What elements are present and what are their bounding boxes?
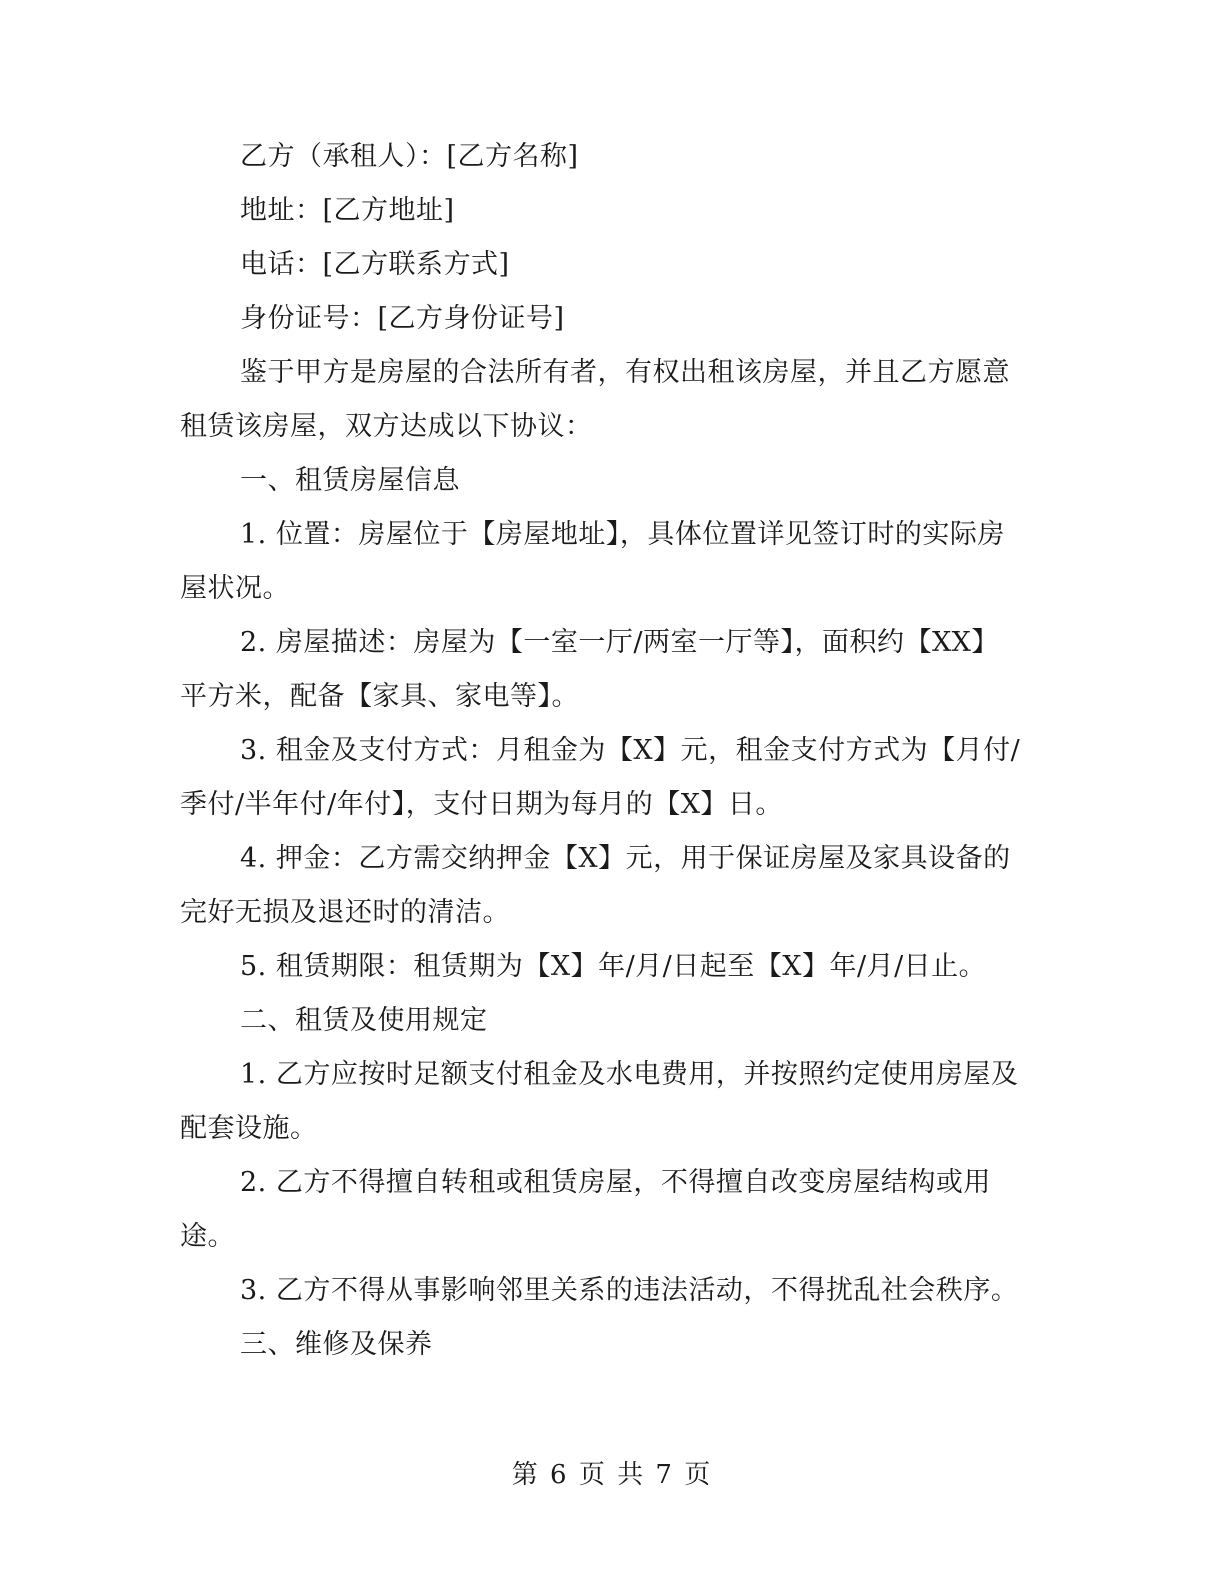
text-line: 乙方（承租人）：[乙方名称] — [240, 141, 579, 172]
text-line: 1. 位置：房屋位于【房屋地址】，具体位置详见签订时的实际房 — [240, 519, 1005, 550]
text-line: 二、租赁及使用规定 — [240, 1005, 488, 1036]
document-body — [180, 130, 1040, 1372]
text-line: 一、租赁房屋信息 — [240, 465, 460, 496]
text-line: 鉴于甲方是房屋的合法所有者，有权出租该房屋，并且乙方愿意 — [240, 357, 1010, 388]
text-line: 配套设施。 — [180, 1113, 318, 1144]
text-line: 3. 乙方不得从事影响邻里关系的违法活动，不得扰乱社会秩序。 — [240, 1275, 1019, 1306]
text-line: 途。 — [180, 1221, 235, 1252]
text-line: 完好无损及退还时的清洁。 — [180, 897, 510, 928]
text-line: 4. 押金：乙方需交纳押金【X】元，用于保证房屋及家具设备的 — [240, 843, 1011, 874]
text-line: 2. 房屋描述：房屋为【一室一厅/两室一厅等】，面积约【XX】 — [240, 627, 999, 658]
text-line: 电话：[乙方联系方式] — [240, 249, 510, 280]
text-line: 1. 乙方应按时足额支付租金及水电费用，并按照约定使用房屋及 — [240, 1059, 1019, 1090]
text-line: 3. 租金及支付方式：月租金为【X】元，租金支付方式为【月付/ — [240, 735, 1021, 766]
text-line: 2. 乙方不得擅自转租或租赁房屋，不得擅自改变房屋结构或用 — [240, 1167, 991, 1198]
text-line: 身份证号：[乙方身份证号] — [240, 303, 565, 334]
text-line: 5. 租赁期限：租赁期为【X】年/月/日起至【X】年/月/日止。 — [240, 951, 987, 982]
text-line: 三、维修及保养 — [240, 1329, 433, 1360]
text-line: 租赁该房屋，双方达成以下协议： — [180, 411, 593, 442]
page-number-footer: 第 6 页 共 7 页 — [511, 1460, 713, 1490]
text-line: 屋状况。 — [180, 573, 290, 604]
text-line: 平方米，配备【家具、家电等】。 — [180, 681, 579, 712]
text-line: 地址：[乙方地址] — [240, 195, 455, 226]
text-line: 季付/半年付/年付】，支付日期为每月的【X】日。 — [180, 789, 783, 820]
